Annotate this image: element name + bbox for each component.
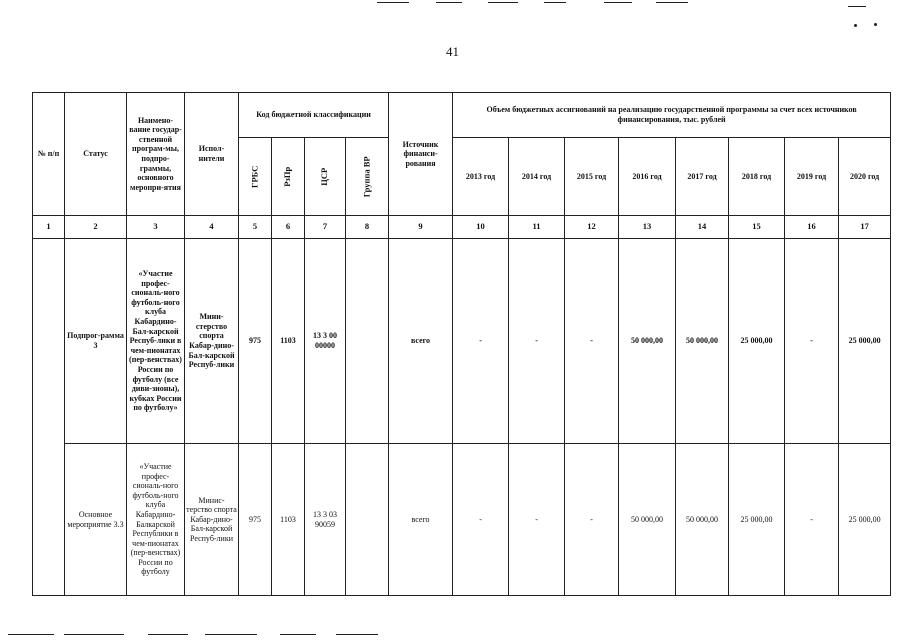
header-source: Источник финанси-рования	[389, 93, 453, 216]
row-value-2015: -	[565, 444, 619, 596]
row-rzpr: 1103	[272, 239, 305, 444]
row-csr: 13 3 03 90059	[305, 444, 346, 596]
header-volume: Объем бюджетных ассигнований на реализацию государственной программы за счет всех источников финансирования, тыс. рублей	[453, 93, 891, 138]
column-number: 10	[453, 216, 509, 239]
scan-artifact-line	[488, 2, 518, 3]
row-status: Подпрог-рамма 3	[65, 239, 127, 444]
header-year-2018: 2018 год	[729, 138, 785, 216]
row-grbs: 975	[239, 444, 272, 596]
header-num: № п/п	[33, 93, 65, 216]
row-value-2020: 25 000,00	[839, 239, 891, 444]
row-value-2019: -	[785, 239, 839, 444]
header-year-2015: 2015 год	[565, 138, 619, 216]
row-source: всего	[389, 444, 453, 596]
row-csr: 13 3 00 00000	[305, 239, 346, 444]
row-executor: Минис-терство спорта Кабар-дино-Бал-карской Респуб-лики	[185, 444, 239, 596]
row-value-2017: 50 000,00	[676, 239, 729, 444]
header-rzpr: РзПр	[272, 138, 305, 216]
row-num-cell	[33, 239, 65, 596]
scan-artifact-line	[848, 6, 866, 7]
row-value-2016: 50 000,00	[619, 239, 676, 444]
scan-artifact-line	[436, 2, 462, 3]
row-value-2017: 50 000,00	[676, 444, 729, 596]
table-row-main-activity-3-3	[33, 444, 891, 596]
column-number: 6	[272, 216, 305, 239]
row-value-2018: 25 000,00	[729, 444, 785, 596]
column-number: 15	[729, 216, 785, 239]
row-status: Основное мероприятие 3.3	[65, 444, 127, 596]
column-number: 11	[509, 216, 565, 239]
header-year-2020: 2020 год	[839, 138, 891, 216]
scan-artifact-line	[205, 634, 257, 635]
row-value-2013: -	[453, 239, 509, 444]
column-number: 17	[839, 216, 891, 239]
column-number: 7	[305, 216, 346, 239]
row-name: «Участие профес-сиональ-ного футболь-ного клуба Кабардино-Балкарской Республики в чем-пионатах (пер-венствах) России по футболу	[127, 444, 185, 596]
row-name: «Участие профес-сиональ-ного футболь-ного клуба Кабардино-Бал-карской Респуб-лики в чем-пионатах (пер-венствах) России по футболу (все диви-зионы), кубках России по футболу»	[127, 239, 185, 444]
scan-artifact-line	[656, 2, 688, 3]
row-value-2013: -	[453, 444, 509, 596]
column-number-row	[33, 216, 891, 239]
row-value-2015: -	[565, 239, 619, 444]
scan-artifact-line	[280, 634, 316, 635]
header-year-2016: 2016 год	[619, 138, 676, 216]
row-value-2019: -	[785, 444, 839, 596]
table-row-subprogram-3	[33, 239, 891, 444]
row-executor: Мини-стерство спорта Кабар-дино-Бал-карской Респуб-лики	[185, 239, 239, 444]
scan-artifact-line	[148, 634, 188, 635]
scan-artifact-line	[377, 2, 409, 3]
budget-table	[32, 92, 891, 596]
header-budget-code: Код бюджетной классификации	[239, 93, 389, 138]
header-status: Статус	[65, 93, 127, 216]
scan-artifact-dot	[874, 23, 877, 26]
scan-artifact-line	[64, 634, 124, 635]
row-value-2018: 25 000,00	[729, 239, 785, 444]
column-number: 4	[185, 216, 239, 239]
scan-artifact-line	[604, 2, 632, 3]
header-year-2013: 2013 год	[453, 138, 509, 216]
row-value-2016: 50 000,00	[619, 444, 676, 596]
header-executor: Испол-нители	[185, 93, 239, 216]
column-number: 13	[619, 216, 676, 239]
row-vr	[346, 239, 389, 444]
column-number: 3	[127, 216, 185, 239]
scan-artifact-line	[544, 2, 566, 3]
column-number: 5	[239, 216, 272, 239]
column-number: 8	[346, 216, 389, 239]
column-number: 2	[65, 216, 127, 239]
column-number: 9	[389, 216, 453, 239]
scan-artifact-dot	[854, 24, 857, 27]
row-source: всего	[389, 239, 453, 444]
header-vr: Группа ВР	[346, 138, 389, 216]
row-value-2014: -	[509, 444, 565, 596]
header-name: Наимено-вание государ-ственной програм-мы, подпро-граммы, основного меропри-ятия	[127, 93, 185, 216]
row-rzpr: 1103	[272, 444, 305, 596]
row-value-2020: 25 000,00	[839, 444, 891, 596]
header-year-2014: 2014 год	[509, 138, 565, 216]
scan-artifact-line	[336, 634, 378, 635]
column-number: 12	[565, 216, 619, 239]
row-value-2014: -	[509, 239, 565, 444]
column-number: 14	[676, 216, 729, 239]
column-number: 1	[33, 216, 65, 239]
header-grbs: ГРБС	[239, 138, 272, 216]
column-number: 16	[785, 216, 839, 239]
row-grbs: 975	[239, 239, 272, 444]
header-csr: ЦСР	[305, 138, 346, 216]
header-year-2017: 2017 год	[676, 138, 729, 216]
page-number: 41	[446, 44, 459, 59]
row-vr	[346, 444, 389, 596]
scan-artifact-line	[8, 634, 54, 635]
header-year-2019: 2019 год	[785, 138, 839, 216]
